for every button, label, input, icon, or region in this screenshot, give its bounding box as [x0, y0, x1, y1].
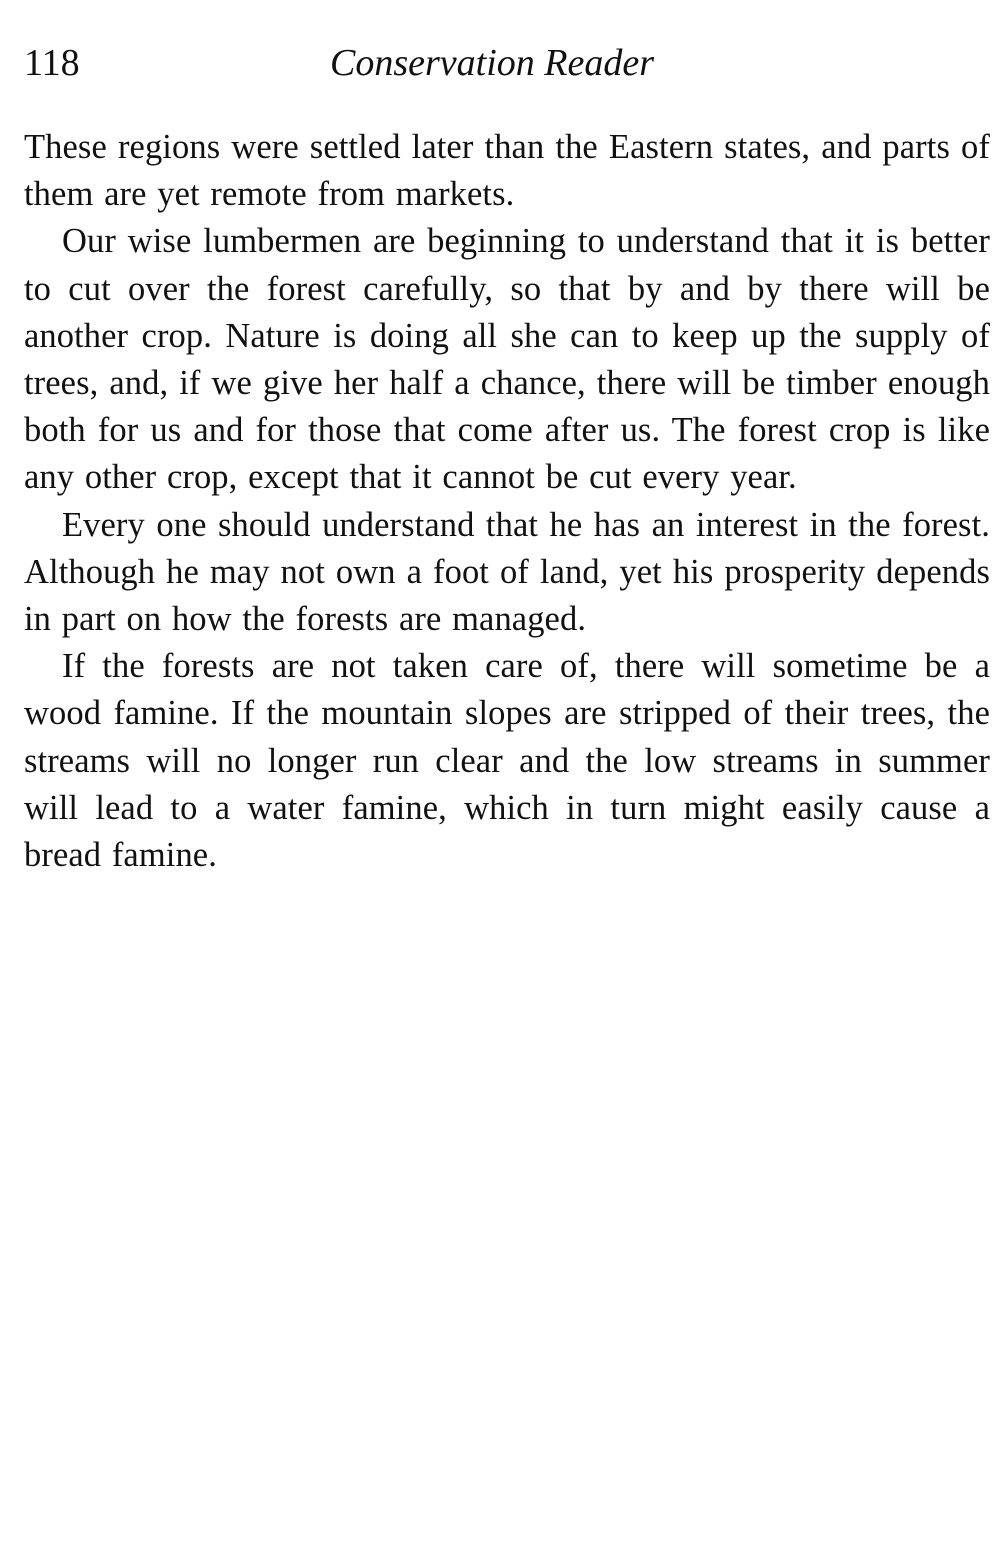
book-title: Conservation Reader: [330, 42, 655, 84]
page-number: 118: [24, 42, 80, 84]
body-text: [24, 124, 990, 879]
paragraph-4: If the forests are not taken care of, there will sometime be a wood famine. If the mountain slopes are stripped of their trees, the streams will no longer run clear and the low streams in summer will lead to a water famine, which in turn might easily cause a bread famine.: [24, 647, 990, 875]
paragraph-3: Every one should understand that he has an interest in the forest. Although he may not own a foot of land, yet his prosperity depends in part on how the forests are managed.: [24, 505, 990, 639]
paragraph-2: Our wise lumbermen are beginning to understand that it is better to cut over the forest carefully, so that by and by there will be another crop. Nature is doing all she can to keep up the supply of trees, and, if we give her half a chance, there will be timber enough both for us and for those that come after us. The forest crop is like any other crop, except that it cannot be cut every year.: [24, 222, 990, 497]
paragraph-1: These regions were settled later than the Eastern states, and parts of them are yet remote from markets.: [24, 128, 990, 214]
running-head: [24, 38, 988, 88]
